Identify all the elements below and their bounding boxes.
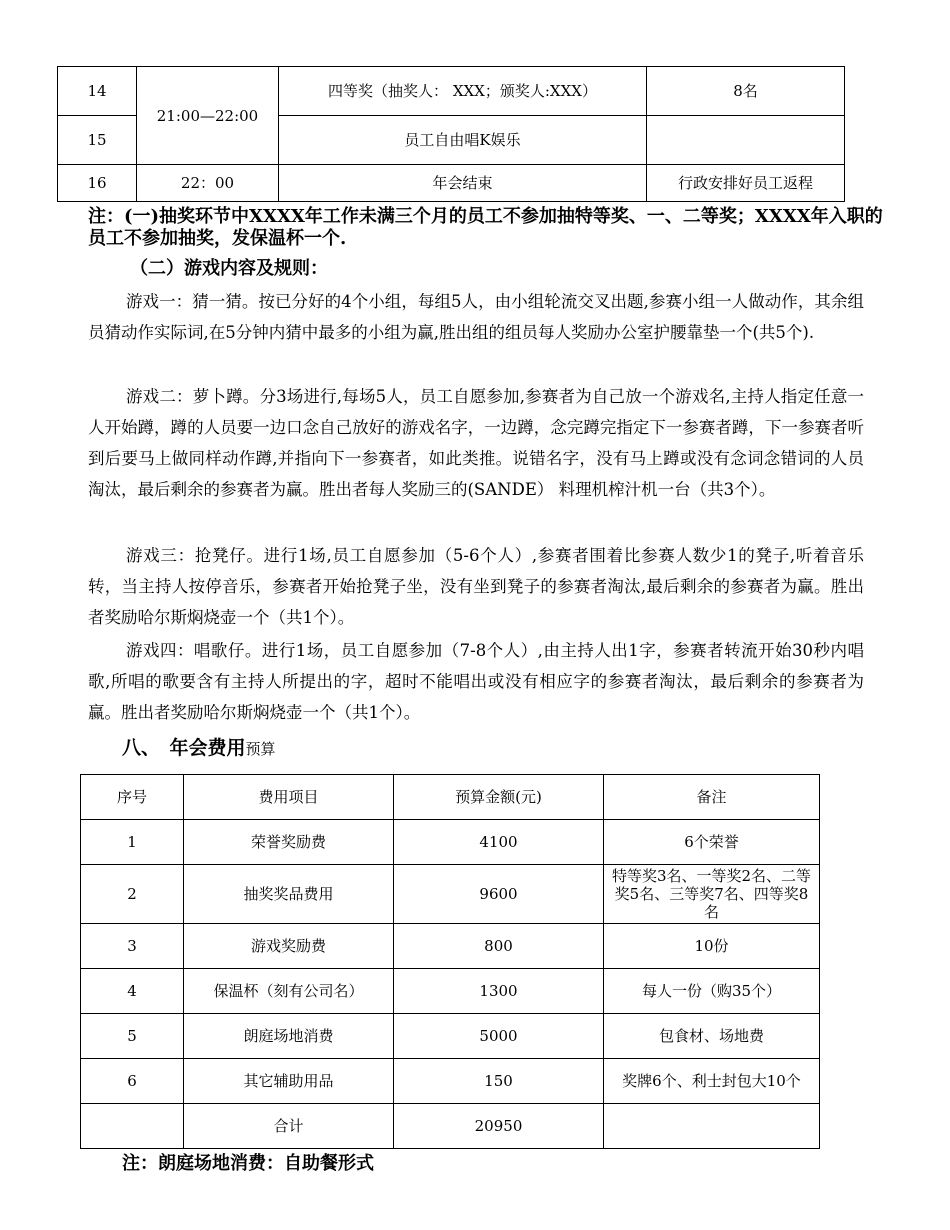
header-amount: 预算金额(元) <box>394 775 604 820</box>
row-number: 16 <box>58 165 137 202</box>
remark-cell: 奖牌6个、利士封包大10个 <box>604 1059 820 1104</box>
amount-cell: 150 <box>394 1059 604 1104</box>
remark-cell: 8名 <box>647 67 845 116</box>
table-row <box>81 1059 820 1104</box>
game-rule-paragraph: 游戏二：萝卜蹲。分3场进行,每场5人，员工自愿参加,参赛者为自己放一个游戏名,主持人指定任意一人开始蹲，蹲的人员要一边口念自己放好的游戏名字，一边蹲，念完蹲完指定下一参赛者蹲，下一参赛者听到后要马上做同样动作蹲,并指向下一参赛者，如此类推。说错名字，没有马上蹲或没有念词念错词的人员淘汰，最后剩余的参赛者为赢。胜出者每人奖励三的(SANDE） 料理机榨汁机一台（共3个）。 <box>88 387 864 499</box>
footer-note: 注：朗庭场地消费：自助餐形式 <box>122 1153 374 1174</box>
games-heading: （二）游戏内容及规则： <box>130 258 328 279</box>
row-number: 15 <box>58 116 137 165</box>
row-number: 6 <box>81 1059 184 1104</box>
item-cell: 保温杯（刻有公司名） <box>184 969 394 1014</box>
remark-cell: 包食材、场地费 <box>604 1014 820 1059</box>
game-rule-paragraph: 游戏一：猜一猜。按已分好的4个小组，每组5人，由小组轮流交叉出题,参赛小组一人做动作，其余组员猜动作实际词,在5分钟内猜中最多的小组为赢,胜出组的组员每人奖励办公室护腰靠垫一个(共5个). <box>88 292 864 342</box>
table-row <box>58 165 845 202</box>
item-cell: 朗庭场地消费 <box>184 1014 394 1059</box>
table-row <box>81 924 820 969</box>
header-no: 序号 <box>81 775 184 820</box>
row-number: 2 <box>81 865 184 924</box>
amount-cell: 5000 <box>394 1014 604 1059</box>
item-cell: 年会结束 <box>279 165 647 202</box>
header-remark: 备注 <box>604 775 820 820</box>
table-row <box>81 820 820 865</box>
item-cell: 荣誉奖励费 <box>184 820 394 865</box>
remark-cell: 每人一份（购35个） <box>604 969 820 1014</box>
item-cell: 其它辅助用品 <box>184 1059 394 1104</box>
table-row <box>81 865 820 924</box>
total-amount: 20950 <box>394 1104 604 1149</box>
remark-cell <box>604 1104 820 1149</box>
item-cell: 游戏奖励费 <box>184 924 394 969</box>
lottery-note: 注：(一)抽奖环节中XXXX年工作未满三个月的员工不参加抽特等奖、一、二等奖；XXXX年入职的员工不参加抽奖，发保温杯一个. <box>88 206 883 249</box>
remark-cell: 特等奖3名、一等奖2名、二等奖5名、三等奖7名、四等奖8名 <box>604 865 820 924</box>
amount-cell: 800 <box>394 924 604 969</box>
game-rule-paragraph: 游戏三：抢凳仔。进行1场,员工自愿参加（5-6个人）,参赛者围着比参赛人数少1的凳子,听着音乐转，当主持人按停音乐，参赛者开始抢凳子坐，没有坐到凳子的参赛者淘汰,最后剩余的参赛者为赢。胜出者奖励哈尔斯焖烧壶一个（共1个）。 <box>88 546 864 627</box>
row-number: 14 <box>58 67 137 116</box>
table-row <box>81 1014 820 1059</box>
row-number: 3 <box>81 924 184 969</box>
time-cell: 22：00 <box>137 165 279 202</box>
row-number: 5 <box>81 1014 184 1059</box>
item-cell: 抽奖奖品费用 <box>184 865 394 924</box>
remark-cell <box>647 116 845 165</box>
amount-cell: 4100 <box>394 820 604 865</box>
table-total-row <box>81 1104 820 1149</box>
amount-cell: 9600 <box>394 865 604 924</box>
item-cell: 四等奖（抽奖人： XXX；颁奖人:XXX） <box>279 67 647 116</box>
game-rule-paragraph: 游戏四：唱歌仔。进行1场，员工自愿参加（7-8个人）,由主持人出1字，参赛者转流开始30秒内唱歌,所唱的歌要含有主持人所提出的字，超时不能唱出或没有相应字的参赛者淘汰，最后剩余的参赛者为赢。胜出者奖励哈尔斯焖烧壶一个（共1个）。 <box>88 641 864 722</box>
table-header-row <box>81 775 820 820</box>
section-suffix: 预算 <box>245 740 276 758</box>
header-item: 费用项目 <box>184 775 394 820</box>
schedule-table <box>57 66 845 202</box>
amount-cell: 1300 <box>394 969 604 1014</box>
table-row <box>58 67 845 116</box>
section-heading <box>122 736 276 761</box>
time-cell: 21:00—22:00 <box>137 67 279 165</box>
budget-table <box>80 774 820 1149</box>
total-label: 合计 <box>184 1104 394 1149</box>
remark-cell: 6个荣誉 <box>604 820 820 865</box>
row-number: 4 <box>81 969 184 1014</box>
row-number <box>81 1104 184 1149</box>
section-title: 八、 年会费用 <box>122 737 246 759</box>
row-number: 1 <box>81 820 184 865</box>
table-row <box>81 969 820 1014</box>
remark-cell: 10份 <box>604 924 820 969</box>
item-cell: 员工自由唱K娱乐 <box>279 116 647 165</box>
remark-cell: 行政安排好员工返程 <box>647 165 845 202</box>
